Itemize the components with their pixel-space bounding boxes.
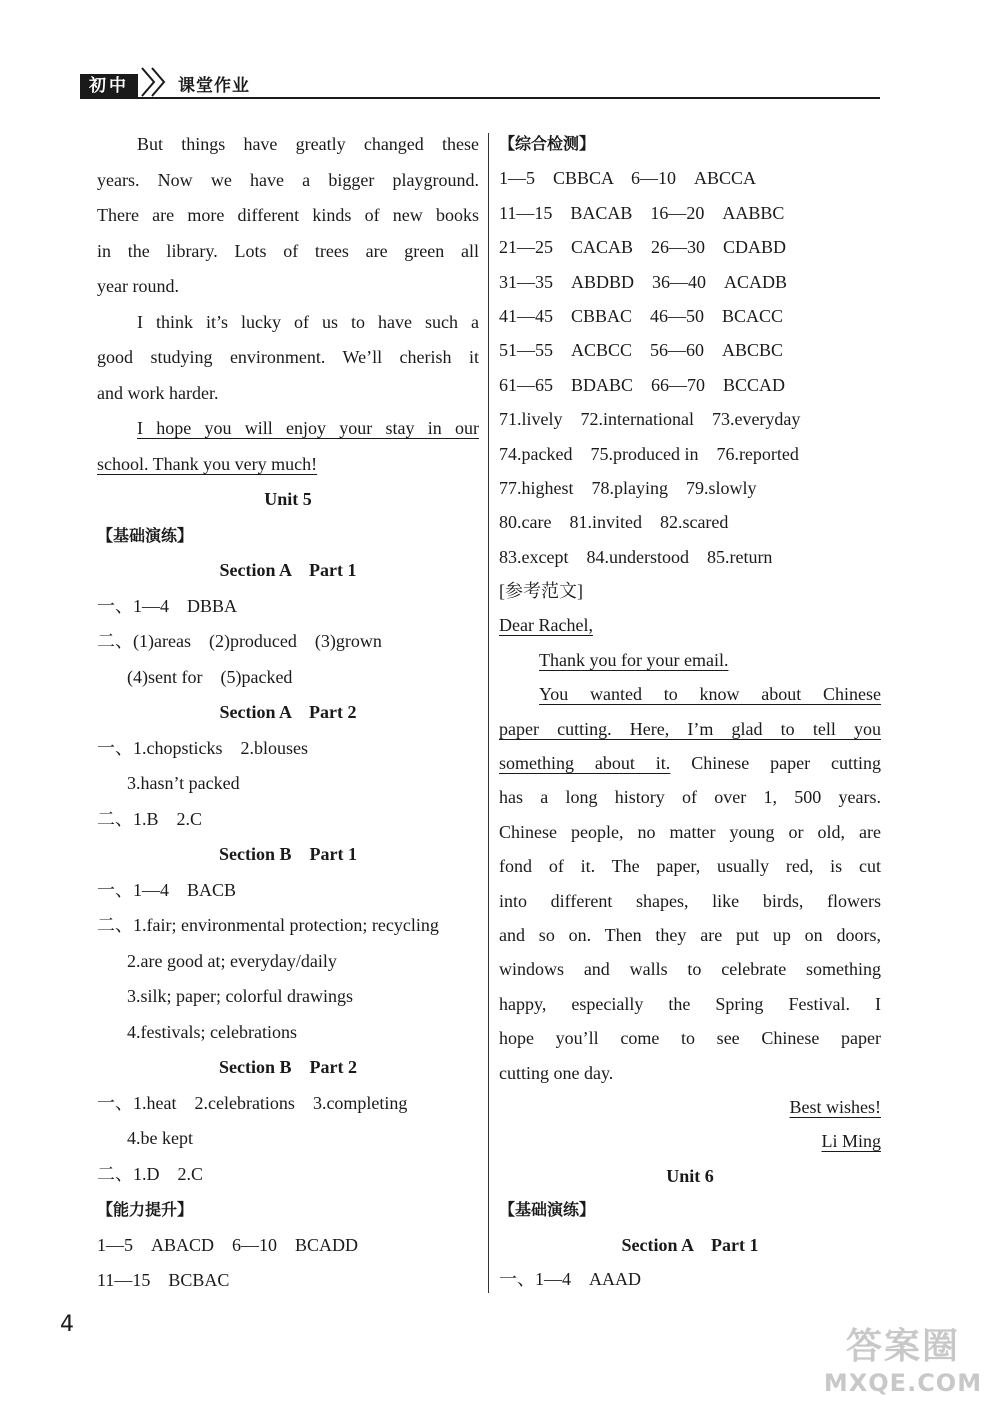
text-line: years. Now we have a bigger playground. [97,169,479,190]
section-heading: 【综合检测】 [499,134,596,153]
essay-line [499,746,881,780]
essay-closing [499,1090,881,1124]
answer-line: 二、1.fair; environmental protection; recycling [97,915,439,935]
answer-line: 80.care 81.invited 82.scared [499,512,729,533]
watermark-title: 答案圈 [845,1326,960,1367]
answer-line: 一、1—4 DBBA [97,595,238,616]
answer-line: 41—45 CBBAC 46—50 BCACC [499,305,784,326]
answer-line: 3.silk; paper; colorful drawings [127,986,353,1006]
grade-badge: 初中 [80,74,138,98]
essay-line: cutting one day. [499,1062,614,1083]
answer-line: 51—55 ACBCC 56—60 ABCBC [499,340,784,361]
section-heading: 【基础演练】 [499,1200,596,1220]
answer-line: 1—5 ABACD 6—10 BCADD [97,1234,359,1255]
column-divider [488,133,489,1293]
part-heading: Section A Part 2 [219,702,357,722]
text-line [97,411,479,447]
answer-line: 3.hasn’t packed [127,773,240,793]
unit-heading: Unit 6 [666,1165,714,1186]
answer-line: 二、(1)areas (2)produced (3)grown [97,631,382,651]
underlined-text: paper cutting. Here, I’m glad to tell you [499,718,881,739]
answer-line: 2.are good at; everyday/daily [127,950,337,971]
answer-line: 31—35 ABDBD 36—40 ACADB [499,271,788,292]
essay-label: [参考范文] [499,581,583,602]
text-line: in the library. Lots of trees are green all [97,240,479,261]
essay-line: windows and walls to celebrate something [499,959,881,980]
essay-line: into different shapes, like birds, flowers [499,890,881,911]
section-heading: 【基础演练】 [97,525,194,545]
part-heading: Section B Part 2 [219,1057,357,1077]
underlined-text: Li Ming [821,1131,881,1152]
text-line [97,447,479,483]
text-line: But things have greatly changed these [137,134,479,154]
answer-line: 21—25 CACAB 26—30 CDABD [499,237,787,258]
underlined-text: school. Thank you very much! [97,453,318,474]
essay-line [499,712,881,746]
book-title: 课堂作业 [178,76,250,96]
answer-line: 83.except 84.understood 85.return [499,546,773,567]
answer-line: 4.festivals; celebrations [127,1021,297,1042]
answer-line: 一、1—4 BACB [97,879,237,900]
left-column [97,127,479,1299]
unit-heading: Unit 5 [264,489,312,509]
underlined-text: I hope you will enjoy your stay in our [137,418,479,438]
underlined-text: Best wishes! [789,1096,881,1117]
header-rule [80,97,880,99]
section-heading: 【能力提升】 [97,1200,194,1219]
essay-line [499,643,881,677]
underlined-text: You wanted to know about Chinese [539,684,881,705]
underlined-text: Thank you for your email. [539,649,729,670]
answer-line: 一、1—4 AAAD [499,1268,641,1289]
part-heading: Section B Part 1 [219,844,357,864]
essay-text: Chinese paper cutting [670,753,881,774]
answer-line: 4.be kept [127,1128,193,1148]
text-line: year round. [97,276,179,296]
underlined-text: something about it. [499,753,671,774]
essay-greeting [499,608,881,642]
essay-line: and so on. Then they are put up on doors, [499,924,881,945]
underlined-text: Dear Rachel, [499,615,593,636]
answer-line: 一、1.chopsticks 2.blouses [97,737,308,758]
answer-line: (4)sent for (5)packed [127,666,293,687]
answer-line: 74.packed 75.produced in 76.reported [499,443,799,464]
essay-line [499,677,881,711]
answer-line: 1—5 CBBCA 6—10 ABCCA [499,168,757,189]
page-header [80,60,880,100]
text-line: good studying environment. We’ll cherish it [97,347,479,367]
text-line: and work harder. [97,382,219,403]
answer-line: 一、1.heat 2.celebrations 3.completing [97,1092,408,1113]
essay-line: Chinese people, no matter young or old, are [499,821,881,842]
double-chevron-icon [138,64,174,100]
essay-line: happy, especially the Spring Festival. I [499,993,881,1014]
answer-line: 11—15 BCBAC [97,1270,230,1290]
essay-signature [499,1124,881,1158]
text-line: There are more different kinds of new books [97,205,479,225]
watermark-logo [818,1318,988,1398]
watermark-url: MXQE.COM [823,1369,983,1397]
answer-line: 77.highest 78.playing 79.slowly [499,477,757,498]
essay-line: hope you’ll come to see Chinese paper [499,1028,881,1049]
part-heading: Section A Part 1 [219,560,357,580]
answer-line: 二、1.D 2.C [97,1163,204,1184]
page-number: 4 [60,1312,74,1337]
answer-line: 71.lively 72.international 73.everyday [499,409,801,430]
answer-line: 61—65 BDABC 66—70 BCCAD [499,374,786,395]
essay-line: fond of it. The paper, usually red, is cut [499,856,881,877]
essay-line: has a long history of over 1, 500 years. [499,787,881,808]
part-heading: Section A Part 1 [621,1234,759,1255]
right-column [499,127,881,1296]
answer-line: 二、1.B 2.C [97,808,203,829]
text-line: I think it’s lucky of us to have such a [137,311,479,332]
answer-line: 11—15 BACAB 16—20 AABBC [499,202,785,223]
